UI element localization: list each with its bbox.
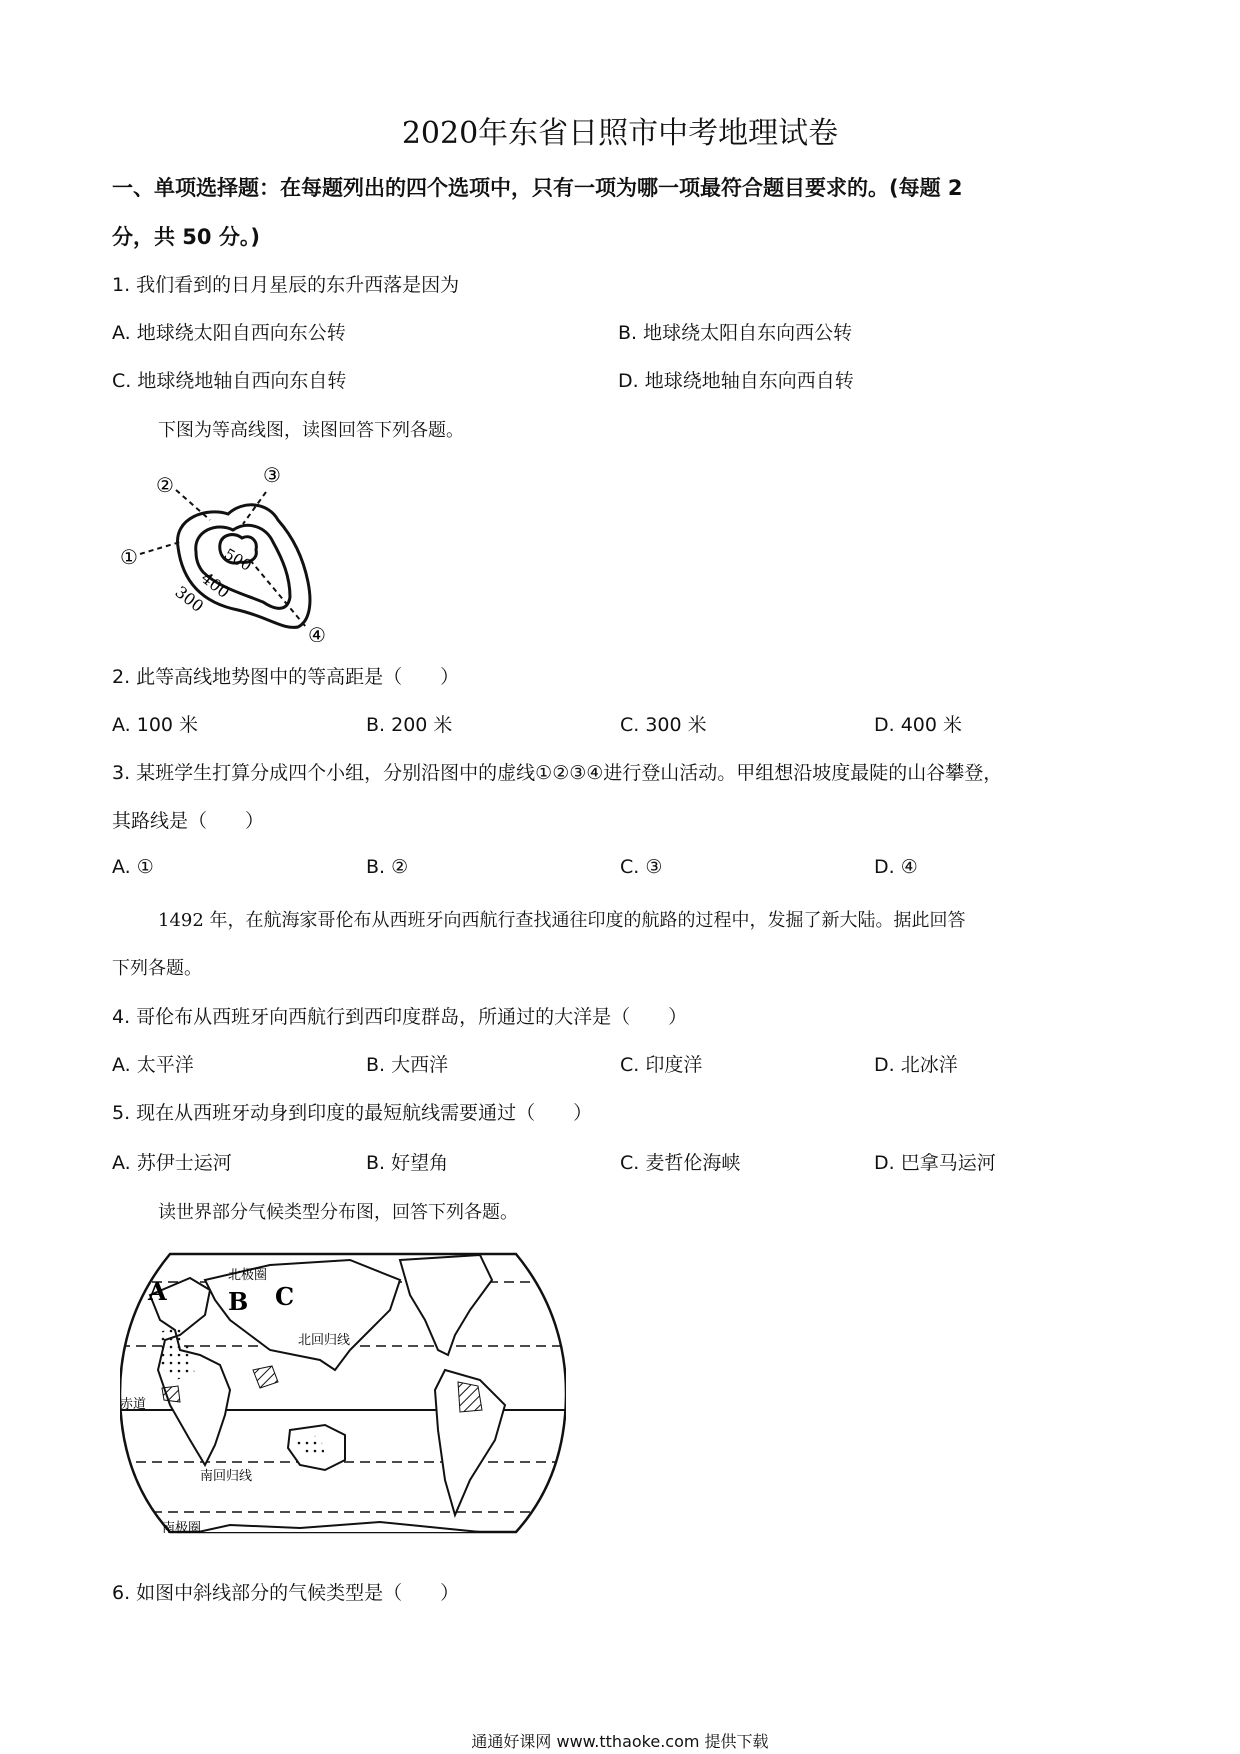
q3-stem-line2: 其路线是（ ） [112,810,265,832]
q5-option-b: B. 好望角 [366,1152,449,1174]
q1-option-b: B. 地球绕太阳自东向西公转 [618,322,853,344]
q1-option-a: A. 地球绕太阳自西向东公转 [112,322,346,344]
section-heading-line1: 一、单项选择题：在每题列出的四个选项中，只有一项为哪一项最符合题目要求的。(每题 2 [112,176,963,200]
q3-option-c: C. ③ [620,856,663,878]
route-3-label: ③ [263,463,281,487]
columbus-intro-line1: 1492 年，在航海家哥伦布从西班牙向西航行查找通往印度的航路的过程中，发掘了新大陆。据此回答 [158,910,966,931]
contour-map [118,462,348,642]
q4-option-d: D. 北冰洋 [874,1054,958,1076]
section-heading-line2: 分，共 50 分。) [112,225,260,249]
q5-option-c: C. 麦哲伦海峡 [620,1152,741,1174]
q2-option-c: C. 300 米 [620,714,707,736]
q3-stem-line1: 3. 某班学生打算分成四个小组，分别沿图中的虚线①②③④进行登山活动。甲组想沿坡度最陡的山谷攀登， [112,762,1003,784]
q2-option-a: A. 100 米 [112,714,199,736]
route-4-label: ④ [308,623,326,642]
q4-option-b: B. 大西洋 [366,1054,449,1076]
hatched-region-south-america [458,1382,482,1412]
q1-stem: 1. 我们看到的日月星辰的东升西落是因为 [112,274,460,296]
tropic-capricorn-label: 南回归线 [200,1469,253,1484]
q1-option-d: D. 地球绕地轴自东向西自转 [618,370,854,392]
q4-option-c: C. 印度洋 [620,1054,703,1076]
page-title: 2020年东省日照市中考地理试卷 [401,116,839,151]
q5-option-d: D. 巴拿马运河 [874,1152,996,1174]
q3-option-a: A. ① [112,856,154,878]
q6-stem: 6. 如图中斜线部分的气候类型是（ ） [112,1582,460,1604]
region-letter-a: A [148,1277,167,1306]
columbus-intro-line2: 下列各题。 [112,958,202,979]
route-1-label: ① [120,545,138,569]
q4-stem: 4. 哥伦布从西班牙向西航行到西印度群岛，所通过的大洋是（ ） [112,1006,688,1028]
route-2-label: ② [156,473,174,497]
antarctic-circle-label: 南极圈 [162,1521,202,1536]
tropic-cancer-label: 北回归线 [298,1333,351,1348]
q3-option-b: B. ② [366,856,409,878]
q3-option-d: D. ④ [874,856,918,878]
arctic-circle-label: 北极圈 [228,1268,268,1283]
region-letter-b: B [228,1287,249,1316]
elevation-500: 500 [221,544,255,575]
q1-option-c: C. 地球绕地轴自西向东自转 [112,370,347,392]
hatched-region-africa [162,1386,180,1402]
q5-stem: 5. 现在从西班牙动身到印度的最短航线需要通过（ ） [112,1102,593,1124]
q2-stem: 2. 此等高线地势图中的等高距是（ ） [112,666,460,688]
equator-label: 赤道 [120,1397,147,1412]
q4-option-a: A. 太平洋 [112,1054,194,1076]
region-letter-c: C [275,1282,295,1311]
world-climate-map [120,1240,566,1546]
q2-option-b: B. 200 米 [366,714,453,736]
elevation-300: 300 [171,582,208,616]
climate-intro: 读世界部分气候类型分布图，回答下列各题。 [158,1202,518,1223]
route-1 [140,542,180,554]
q2-option-d: D. 400 米 [874,714,963,736]
elevation-400: 400 [197,568,234,602]
contour-intro: 下图为等高线图，读图回答下列各题。 [158,420,464,441]
q5-option-a: A. 苏伊士运河 [112,1152,232,1174]
page-footer: 通通好课网 www.tthaoke.com 提供下载 [471,1732,769,1751]
